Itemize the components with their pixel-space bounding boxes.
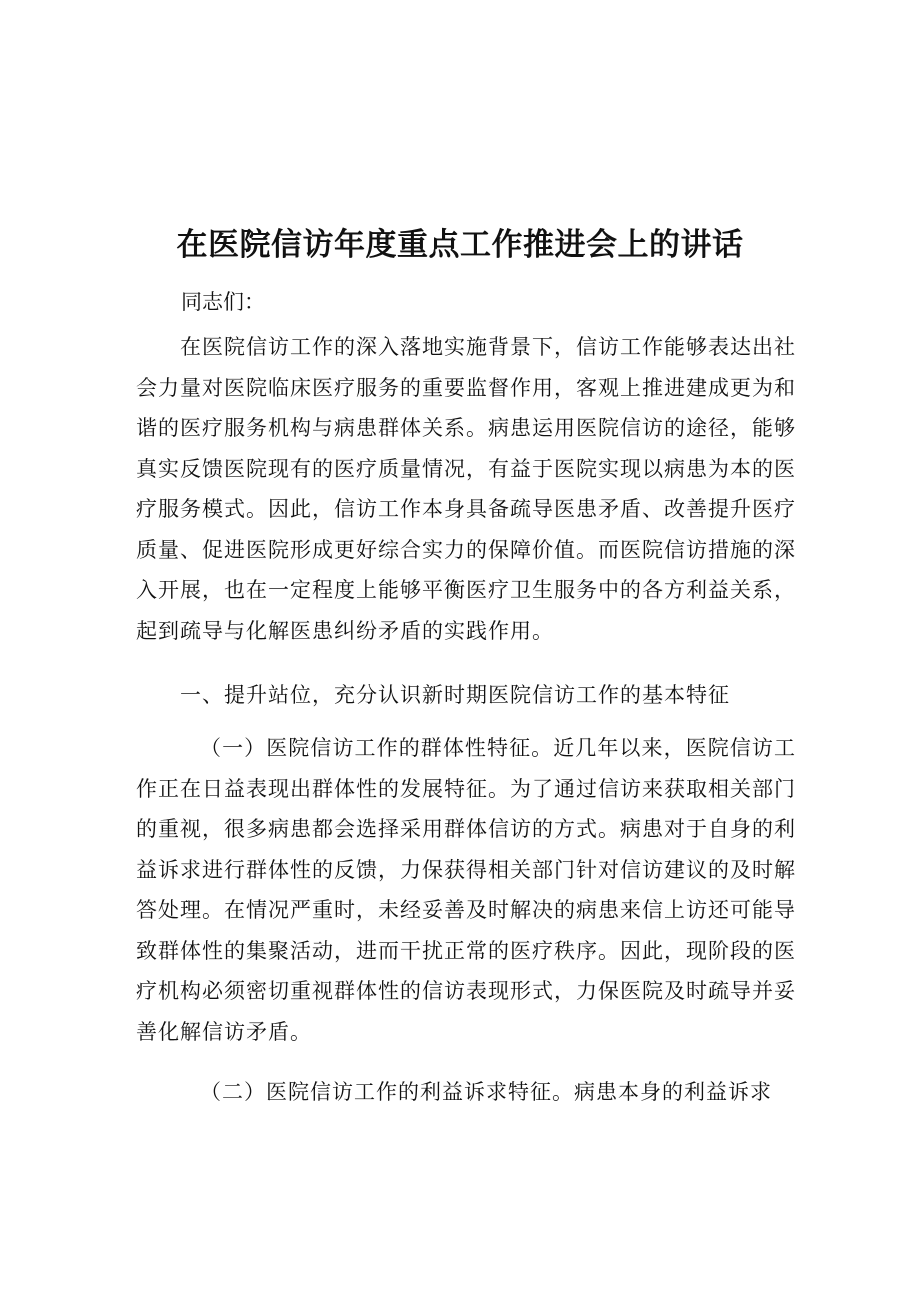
section-heading: 一、提升站位，充分认识新时期医院信访工作的基本特征: [180, 683, 730, 707]
intro-paragraph: 在医院信访工作的深入落地实施背景下，信访工作能够表达出社会力量对医院临床医疗服务的重要监督作用，客观上推进建成更为和谐的医疗服务机构与病患群体关系。病患运用医院信访的途径，能够真实反馈医院现有的医疗质量情况，有益于医院实现以病患为本的医疗服务模式。因此，信访工作本身具备疏导医患矛盾、改善提升医疗质量、促进医院形成更好综合实力的保障价值。而医院信访措施的深入开展，也在一定程度上能够平衡医疗卫生服务中的各方利益关系，起到疏导与化解医患纠纷矛盾的实践作用。: [136, 335, 796, 643]
document-title: 在医院信访年度重点工作推进会上的讲话: [176, 227, 744, 263]
subsection-paragraph-1: （一）医院信访工作的群体性特征。近几年以来，医院信访工作正在日益表现出群体性的发展特征。为了通过信访来获取相关部门的重视，很多病患都会选择采用群体信访的方式。病患对于自身的利益诉求进行群体性的反馈，力保获得相关部门针对信访建议的及时解答处理。在情况严重时，未经妥善及时解决的病患来信上访还可能导致群体性的集聚活动，进而干扰正常的医疗秩序。因此，现阶段的医疗机构必须密切重视群体性的信访表现形式，力保医院及时疏导并妥善化解信访矛盾。: [136, 736, 796, 1044]
subsection-paragraph-2: （二）医院信访工作的利益诉求特征。病患本身的利益诉求: [200, 1080, 772, 1104]
salutation: 同志们：: [181, 290, 265, 314]
